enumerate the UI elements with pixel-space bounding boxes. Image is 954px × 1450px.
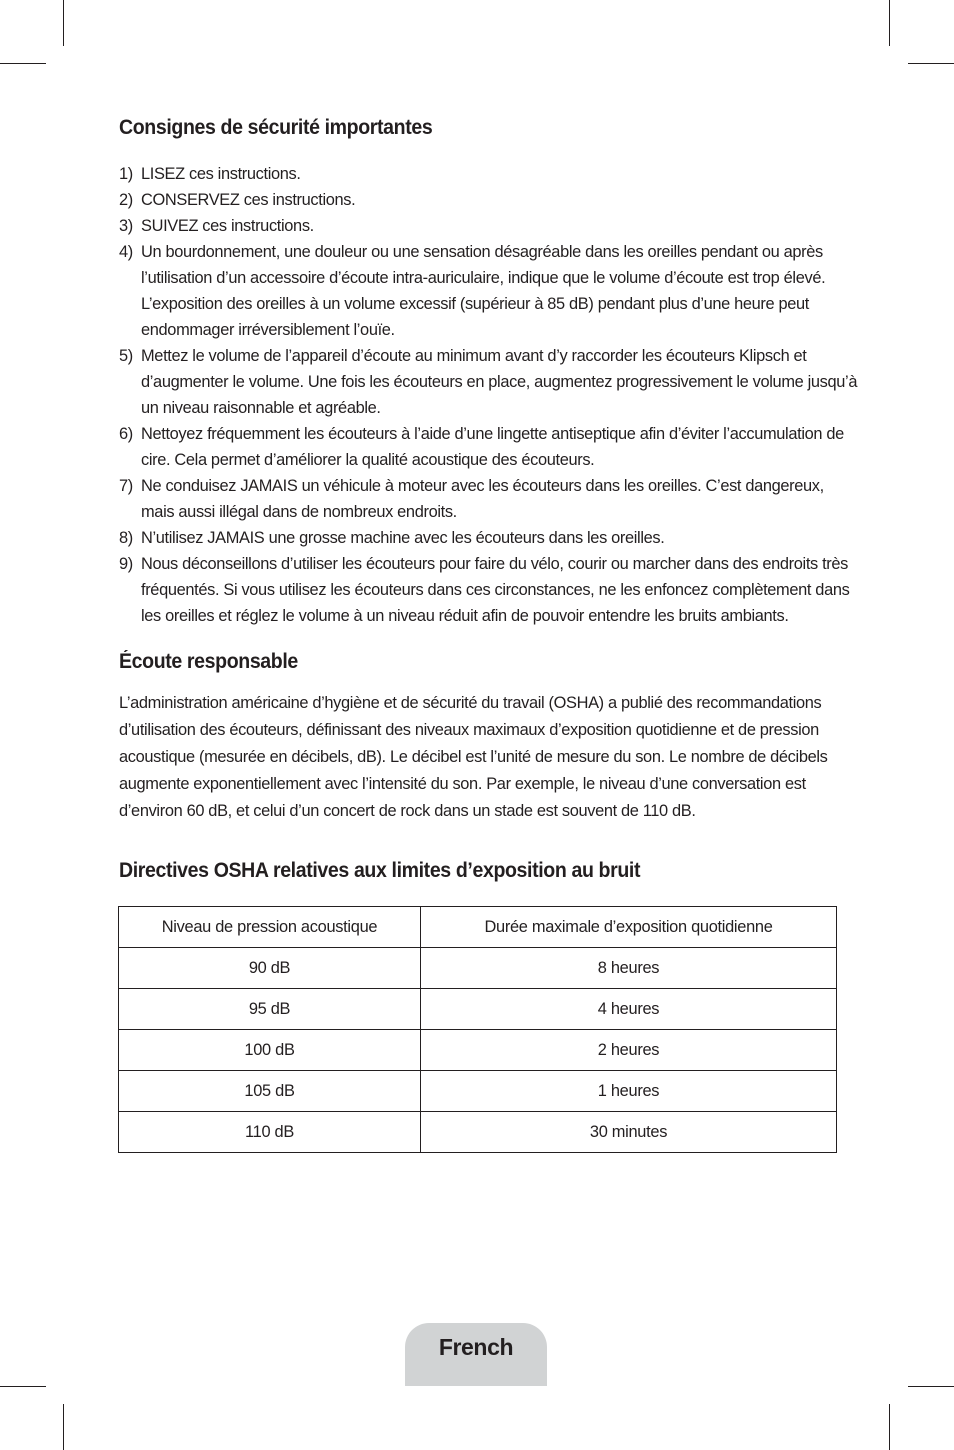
list-text: Nous déconseillons d’utiliser les écouteurs pour faire du vélo, courir ou marcher dans des endroits très fréquentés. Si vous utilisez les écouteurs dans ces circonstances, ne les enfoncez complètement dans les oreilles et réglez le volume à un niveau réduit afin de pouvoir entendre les bruits ambiants. <box>141 555 850 625</box>
duration-cell: 8 heures <box>421 948 837 989</box>
list-number: 6) <box>119 425 133 443</box>
table-row <box>119 1030 837 1071</box>
table-row <box>119 1112 837 1153</box>
list-number: 1) <box>119 165 133 183</box>
list-number: 5) <box>119 347 133 365</box>
osha-table <box>118 906 837 1153</box>
listening-heading: Écoute responsable <box>119 650 298 673</box>
list-item <box>119 239 859 343</box>
level-cell: 90 dB <box>119 948 421 989</box>
column-header-level: Niveau de pression acoustique <box>119 907 421 948</box>
crop-mark <box>0 1386 46 1387</box>
table-row <box>119 948 837 989</box>
list-item <box>119 525 859 551</box>
duration-cell: 30 minutes <box>421 1112 837 1153</box>
osha-heading: Directives OSHA relatives aux limites d’exposition au bruit <box>119 859 641 882</box>
list-text: Un bourdonnement, une douleur ou une sensation désagréable dans les oreilles pendant ou après l’utilisation d’un accessoire d’écoute intra-auriculaire, indique que le volume d’écoute est trop élevé. L’exposition des oreilles à un volume excessif (supérieur à 85 dB) pendant plus d’une heure peut endommager irréversiblement l’ouïe. <box>141 243 826 339</box>
level-cell: 105 dB <box>119 1071 421 1112</box>
language-tab: French <box>405 1323 547 1386</box>
duration-cell: 2 heures <box>421 1030 837 1071</box>
table-row <box>119 989 837 1030</box>
list-text: LISEZ ces instructions. <box>141 165 301 183</box>
list-item <box>119 187 859 213</box>
list-text: Nettoyez fréquemment les écouteurs à l’aide d’une lingette antiseptique afin d’éviter l’accumulation de cire. Cela permet d’améliorer la qualité acoustique des écouteurs. <box>141 425 844 469</box>
crop-mark <box>908 63 954 64</box>
crop-mark <box>908 1386 954 1387</box>
table-header-row <box>119 907 837 948</box>
crop-mark <box>889 0 890 46</box>
list-item <box>119 551 859 629</box>
listening-paragraph: L’administration américaine d’hygiène et de sécurité du travail (OSHA) a publié des recommandations d’utilisation des écouteurs, définissant des niveaux maximaux d’exposition quotidienne et de pression acoustique (mesurée en décibels, dB). Le décibel est l’unité de mesure du son. Le nombre de décibels augmente exponentiellement avec l’intensité du son. Par exemple, le niveau d’une conversation est d’environ 60 dB, et celui d’un concert de rock dans un stade est souvent de 110 dB. <box>119 694 828 820</box>
duration-cell: 1 heures <box>421 1071 837 1112</box>
list-number: 8) <box>119 529 133 547</box>
list-item <box>119 343 859 421</box>
column-header-duration: Durée maximale d’exposition quotidienne <box>421 907 837 948</box>
list-text: Mettez le volume de l’appareil d’écoute au minimum avant d’y raccorder les écouteurs Klipsch et d’augmenter le volume. Une fois les écouteurs en place, augmentez progressivement le volume jusqu’à un niveau raisonnable et agréable. <box>141 347 858 417</box>
list-item <box>119 421 859 473</box>
crop-mark <box>63 0 64 46</box>
list-number: 7) <box>119 477 133 495</box>
list-number: 4) <box>119 243 133 261</box>
level-cell: 100 dB <box>119 1030 421 1071</box>
level-cell: 110 dB <box>119 1112 421 1153</box>
list-number: 9) <box>119 555 133 573</box>
list-text: SUIVEZ ces instructions. <box>141 217 314 235</box>
list-text: N’utilisez JAMAIS une grosse machine avec les écouteurs dans les oreilles. <box>141 529 665 547</box>
crop-mark <box>63 1404 64 1450</box>
table-row <box>119 1071 837 1112</box>
list-item <box>119 473 859 525</box>
level-cell: 95 dB <box>119 989 421 1030</box>
list-item <box>119 161 859 187</box>
list-text: CONSERVEZ ces instructions. <box>141 191 356 209</box>
duration-cell: 4 heures <box>421 989 837 1030</box>
crop-mark <box>0 63 46 64</box>
safety-heading: Consignes de sécurité importantes <box>119 116 433 139</box>
list-number: 2) <box>119 191 133 209</box>
list-number: 3) <box>119 217 133 235</box>
list-text: Ne conduisez JAMAIS un véhicule à moteur avec les écouteurs dans les oreilles. C’est dangereux, mais aussi illégal dans de nombreux endroits. <box>141 477 824 521</box>
list-item <box>119 213 859 239</box>
safety-list <box>119 161 859 629</box>
crop-mark <box>889 1404 890 1450</box>
